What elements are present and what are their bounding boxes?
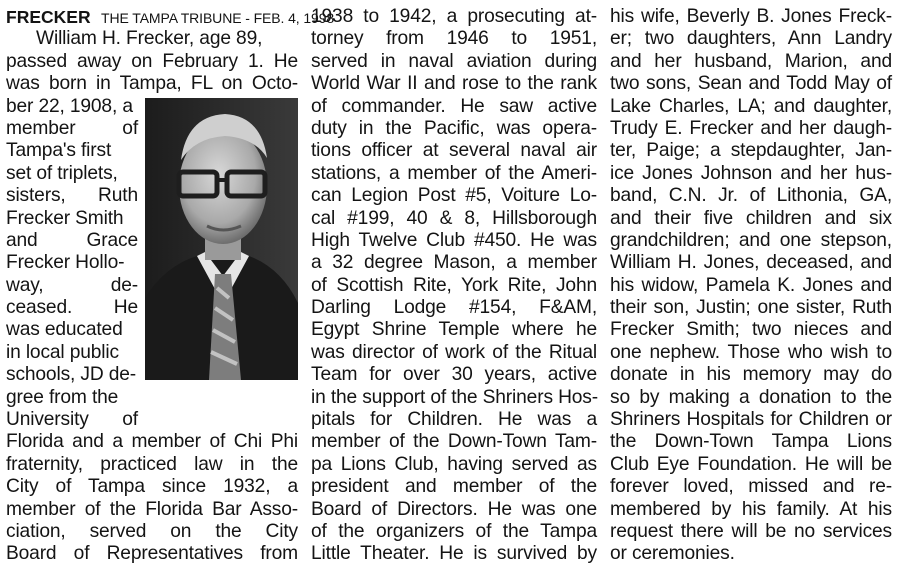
obituary-header: [6, 6, 335, 28]
text-line: ber 22, 1908, a: [6, 95, 133, 117]
text-line: ter, Paige; a stepdaughter, Jan-: [610, 140, 892, 162]
text-line: Team for over 30 years, active: [311, 364, 597, 386]
text-line: Frecker Smith; two nieces and: [610, 319, 892, 341]
text-line: or ceremonies.: [610, 543, 735, 565]
text-line: City of Tampa since 1932, a: [6, 476, 298, 498]
text-line: ciation, served on the City: [6, 520, 298, 542]
text-line: grandchildren; and one stepson,: [610, 229, 892, 251]
text-line: er; two daughters, Ann Landry: [610, 28, 892, 50]
text-line: Florida and a member of Chi Phi: [6, 431, 298, 453]
text-line: was director of work of the Ritual: [311, 341, 597, 363]
text-line: one nephew. Those who wish to: [610, 341, 892, 363]
text-line: Frecker Hollo-: [6, 252, 125, 274]
text-line: a 32 degree Mason, a member: [311, 252, 597, 274]
text-line: Tampa's first: [6, 140, 112, 162]
text-line: his wife, Beverly B. Jones Freck-: [610, 6, 892, 27]
text-line: served in naval aviation during: [311, 50, 597, 72]
text-line: Board of Representatives from: [6, 543, 298, 565]
text-line: pitals for Children. He was a: [311, 409, 597, 431]
text-line: was born in Tampa, FL on Octo-: [6, 73, 298, 95]
text-line: request there will be no services: [610, 520, 892, 542]
portrait-image: [145, 98, 298, 380]
text-line: Darling Lodge #154, F&AM,: [311, 297, 597, 319]
text-line: University of: [6, 409, 138, 431]
text-line: tions officer at several naval air: [311, 140, 597, 162]
text-line: in the support of the Shriners Hos-: [311, 386, 598, 408]
text-line: Egypt Shrine Temple where he: [311, 319, 597, 341]
text-line: stations, a member of the Ameri-: [311, 162, 597, 184]
deceased-name-heading: FRECKER: [6, 7, 91, 27]
text-line: gree from the: [6, 386, 119, 408]
text-line: duty in the Pacific, was opera-: [311, 117, 597, 139]
publication-dateline: THE TAMPA TRIBUNE - FEB. 4, 1998: [101, 10, 335, 26]
text-line: William H. Frecker, age 89,: [36, 28, 263, 50]
text-line: Lake Charles, LA; and daughter,: [610, 95, 892, 117]
text-line: forever loved, missed and re-: [610, 476, 892, 498]
text-line: ice Jones Johnson and her hus-: [610, 162, 892, 184]
text-line: cal #199, 40 & 8, Hillsborough: [311, 207, 597, 229]
text-line: their son, Justin; one sister, Ruth: [610, 297, 892, 319]
text-line: member of the Down-Town Tam-: [311, 431, 597, 453]
text-line: and Grace: [6, 229, 138, 251]
text-line: and her husband, Marion, and: [610, 50, 892, 72]
text-line: was educated: [6, 319, 123, 341]
text-line: and their five children and six: [610, 207, 892, 229]
text-line: of commander. He saw active: [311, 95, 597, 117]
text-line: ceased. He: [6, 297, 138, 319]
text-line: Little Theater. He is survived by: [311, 543, 597, 565]
text-line: passed away on February 1. He: [6, 50, 298, 72]
text-line: membered by his family. At his: [610, 498, 892, 520]
text-line: Frecker Smith: [6, 207, 124, 229]
text-line: High Twelve Club #450. He was: [311, 229, 597, 251]
text-line: set of triplets,: [6, 162, 118, 184]
text-line: of the organizers of the Tampa: [311, 520, 597, 542]
text-line: president and member of the: [311, 476, 597, 498]
text-line: member of: [6, 117, 138, 139]
column-3: [610, 6, 892, 566]
text-line: member of the Florida Bar Asso-: [6, 498, 298, 520]
text-line: torney from 1946 to 1951,: [311, 28, 597, 50]
text-line: two sons, Sean and Todd May of: [610, 73, 892, 95]
text-line: Shriners Hospitals for Children or: [610, 409, 892, 431]
text-line: in local public: [6, 341, 119, 363]
text-line: donate in his memory may do: [610, 364, 892, 386]
text-line: World War II and rose to the rank: [311, 73, 597, 95]
text-line: band, C.N. Jr. of Lithonia, GA,: [610, 185, 892, 207]
text-line: Board of Directors. He was one: [311, 498, 597, 520]
text-line: his widow, Pamela K. Jones and: [610, 274, 892, 296]
text-line: Trudy E. Frecker and her daugh-: [610, 117, 892, 139]
text-line: sisters, Ruth: [6, 185, 138, 207]
text-line: way, de-: [6, 274, 138, 296]
text-line: the Down-Town Tampa Lions: [610, 431, 892, 453]
text-line: William H. Jones, deceased, and: [610, 252, 892, 274]
text-line: of Scottish Rite, York Rite, John: [311, 274, 597, 296]
text-line: pa Lions Club, having served as: [311, 453, 597, 475]
column-2: [311, 6, 597, 566]
portrait-photo: [145, 98, 298, 380]
text-line: Club Eye Foundation. He will be: [610, 453, 892, 475]
text-line: so by making a donation to the: [610, 386, 892, 408]
text-line: 1938 to 1942, a prosecuting at-: [311, 6, 597, 27]
text-line: schools, JD de-: [6, 364, 136, 386]
text-line: fraternity, practiced law in the: [6, 453, 298, 475]
text-line: can Legion Post #5, Voiture Lo-: [311, 185, 597, 207]
